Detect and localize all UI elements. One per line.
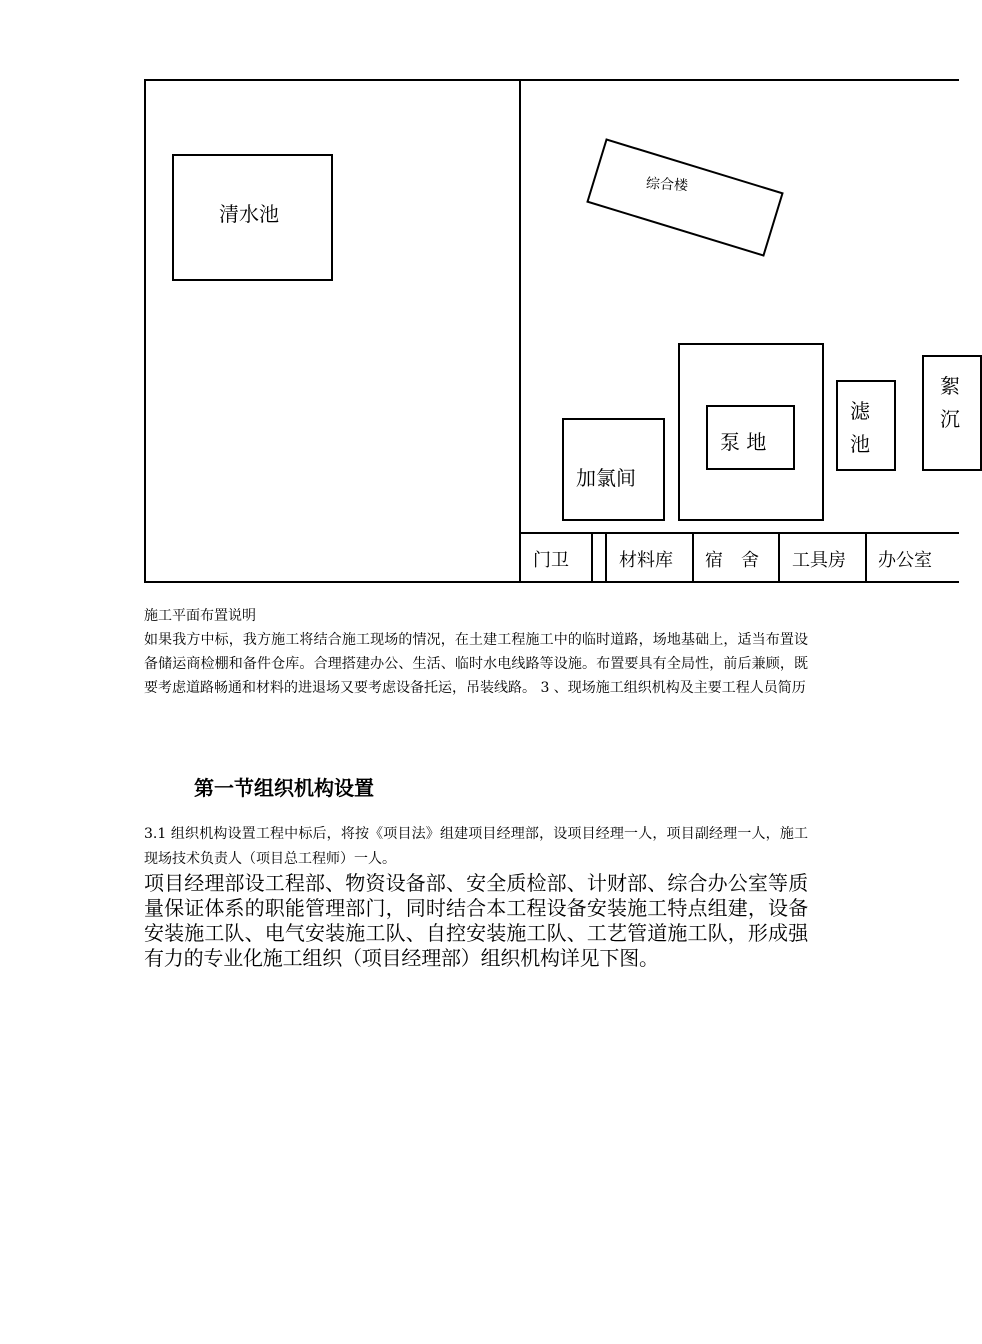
filter-pool-box: [836, 380, 896, 471]
clear-water-pool-label: 清水池: [219, 202, 279, 226]
cut-off-box-label-line2: 沉: [940, 407, 960, 431]
tool-room-label: 工具房: [792, 550, 846, 571]
bottom-divider-4: [778, 532, 780, 582]
office-label: 办公室: [878, 550, 932, 571]
chlorination-room-label: 加氯间: [576, 466, 636, 490]
bottom-divider-2: [605, 532, 607, 582]
site-plan-caption: 施工平面布置说明: [144, 608, 256, 624]
complex-building-label: 综合楼: [645, 175, 689, 195]
bottom-row-top-line: [519, 532, 959, 534]
site-plan-diagram: [0, 0, 960, 600]
bottom-divider-3: [692, 532, 694, 582]
section-heading: 第一节组织机构设置: [194, 776, 374, 800]
bottom-divider-5: [865, 532, 867, 582]
materials-warehouse-label: 材料库: [619, 550, 673, 571]
filter-pool-label-line2: 池: [850, 432, 870, 456]
organization-paragraph-2: 项目经理部设工程部、物资设备部、安全质检部、计财部、综合办公室等质量保证体系的职能管理部门，同时结合本工程设备安装施工特点组建，设备安装施工队、电气安装施工队、自控安装施工队、工艺管道施工队，形成强有力的专业化施工组织（项目经理部）组织机构详见下图。: [144, 871, 808, 970]
organization-paragraph-1: 3.1 组织机构设置工程中标后，将按《项目法》组建项目经理部，设项目经理一人，项目副经理一人，施工现场技术负责人（项目总工程师）一人。: [144, 826, 808, 867]
bottom-divider-1: [591, 532, 593, 582]
pump-room-label: 泵 地: [720, 430, 767, 454]
cut-off-box-label-line1: 絮: [940, 374, 960, 398]
dormitory-label: 宿 舍: [705, 550, 759, 571]
site-plan-description: 如果我方中标，我方施工将结合施工现场的情况，在土建工程施工中的临时道路，场地基础上，适当布置设备储运商检棚和备件仓库。合理搭建办公、生活、临时水电线路等设施。布置要具有全局性，前后兼顾，既要考虑道路畅通和材料的进退场又要考虑设备托运，吊装线路。 3 、现场施工组织机构及主要工程人员简历: [144, 632, 808, 696]
filter-pool-label-line1: 滤: [850, 399, 870, 423]
gatehouse-label: 门卫: [533, 550, 569, 571]
